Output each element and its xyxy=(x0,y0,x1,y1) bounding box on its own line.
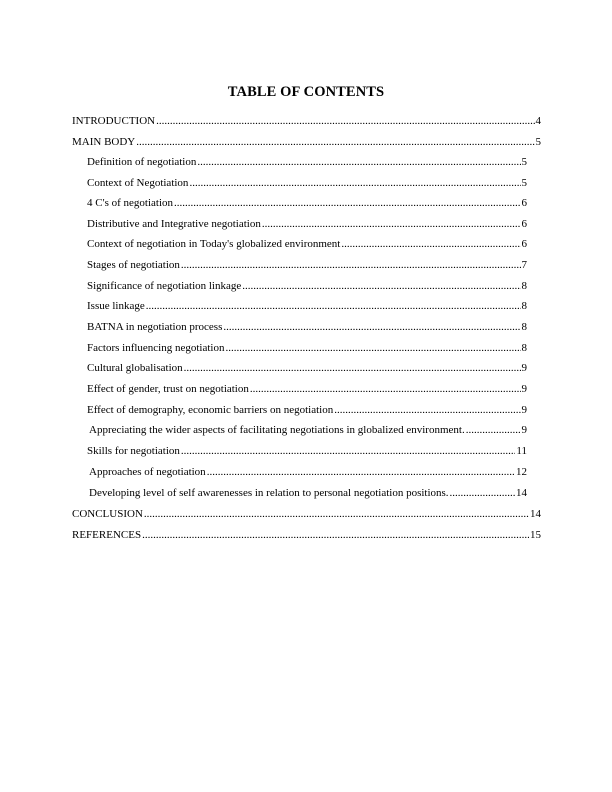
toc-entry-label: Factors influencing negotiation xyxy=(87,342,225,354)
toc-page-number: 8 xyxy=(521,342,527,354)
toc-entry-self-awareness[interactable] xyxy=(89,485,527,501)
toc-dot-leader xyxy=(262,216,521,232)
toc-entry-skills-for-negotiation[interactable] xyxy=(87,443,527,459)
toc-dot-leader xyxy=(225,340,520,356)
toc-page-number: 8 xyxy=(521,321,527,333)
toc-entry-label: Appreciating the wider aspects of facilitating negotiations in globalized environment. xyxy=(89,424,465,436)
page-title: TABLE OF CONTENTS xyxy=(227,84,385,100)
toc-page-number: 11 xyxy=(516,445,527,457)
toc-entry-label: Context of Negotiation xyxy=(87,177,189,189)
toc-page-number: 14 xyxy=(516,487,527,499)
toc-entry-label: Significance of negotiation linkage xyxy=(87,280,242,292)
toc-dot-leader xyxy=(242,278,520,294)
toc-page-number: 12 xyxy=(516,466,527,478)
toc-dot-leader xyxy=(184,360,521,376)
toc-entry-label: REFERENCES xyxy=(72,529,142,541)
toc-entry-label: Skills for negotiation xyxy=(87,445,180,457)
toc-dot-leader xyxy=(207,464,515,480)
toc-entry-label: Effect of demography, economic barriers on negotiation xyxy=(87,404,334,416)
toc-page-number: 8 xyxy=(521,280,527,292)
toc-dot-leader xyxy=(450,485,515,501)
toc-page-number: 14 xyxy=(530,508,541,520)
toc-entry-label: CONCLUSION xyxy=(72,508,143,520)
toc-page-number: 8 xyxy=(521,300,527,312)
toc-entry-label: Context of negotiation in Today's globalized environment xyxy=(87,238,341,250)
toc-entry-demography-economic[interactable] xyxy=(87,402,527,418)
toc-entry-label: Approaches of negotiation xyxy=(89,466,206,478)
toc-dot-leader xyxy=(144,506,529,522)
toc-entry-cultural-globalisation[interactable] xyxy=(87,360,527,376)
toc-entry-label: Effect of gender, trust on negotiation xyxy=(87,383,249,395)
toc-page-number: 5 xyxy=(535,136,541,148)
toc-entry-introduction[interactable] xyxy=(72,113,541,129)
toc-entry-batna[interactable] xyxy=(87,319,527,335)
toc-dot-leader xyxy=(250,381,521,397)
toc-entry-label: Definition of negotiation xyxy=(87,156,197,168)
toc-dot-leader xyxy=(197,154,520,170)
toc-entry-conclusion[interactable] xyxy=(72,506,541,522)
toc-entry-negotiation-linkage[interactable] xyxy=(87,278,527,294)
toc-page-number: 9 xyxy=(521,383,527,395)
toc-entry-label: Distributive and Integrative negotiation xyxy=(87,218,261,230)
toc-page-number: 6 xyxy=(521,238,527,250)
toc-page-number: 6 xyxy=(521,218,527,230)
toc-page-number: 15 xyxy=(530,529,541,541)
toc-entry-label: Stages of negotiation xyxy=(87,259,180,271)
toc-entry-main-body[interactable] xyxy=(72,134,541,150)
toc-entry-approaches-of-negotiation[interactable] xyxy=(89,464,527,480)
toc-page-number: 9 xyxy=(521,424,527,436)
toc-dot-leader xyxy=(466,422,521,438)
toc-dot-leader xyxy=(136,134,534,150)
toc-entry-factors-influencing[interactable] xyxy=(87,340,527,356)
toc-entry-label: Cultural globalisation xyxy=(87,362,183,374)
toc-page-number: 5 xyxy=(521,156,527,168)
toc-entry-label: Developing level of self awarenesses in relation to personal negotiation positions. xyxy=(89,487,449,499)
toc-page-number: 5 xyxy=(521,177,527,189)
toc-dot-leader xyxy=(341,236,520,252)
toc-entry-label: MAIN BODY xyxy=(72,136,136,148)
toc-page-number: 6 xyxy=(521,197,527,209)
toc-entry-label: Issue linkage xyxy=(87,300,145,312)
toc-entry-label: BATNA in negotiation process xyxy=(87,321,223,333)
toc-entry-distributive-integrative[interactable] xyxy=(87,216,527,232)
toc-entry-label: 4 C's of negotiation xyxy=(87,197,174,209)
toc-entry-stages-of-negotiation[interactable] xyxy=(87,257,527,273)
toc-dot-leader xyxy=(189,175,520,191)
toc-page-number: 7 xyxy=(521,259,527,271)
toc-dot-leader xyxy=(146,298,521,314)
toc-entry-context-of-negotiation[interactable] xyxy=(87,175,527,191)
toc-entry-issue-linkage[interactable] xyxy=(87,298,527,314)
toc-dot-leader xyxy=(334,402,520,418)
toc-entry-definition-of-negotiation[interactable] xyxy=(87,154,527,170)
toc-dot-leader xyxy=(181,257,521,273)
toc-entry-gender-trust[interactable] xyxy=(87,381,527,397)
toc-dot-leader xyxy=(181,443,516,459)
toc-dot-leader xyxy=(156,113,534,129)
toc-entry-globalized-environment[interactable] xyxy=(87,236,527,252)
toc-page-number: 9 xyxy=(521,404,527,416)
toc-page-number: 4 xyxy=(535,115,541,127)
toc-dot-leader xyxy=(142,527,529,543)
toc-entry-references[interactable] xyxy=(72,527,541,543)
toc-dot-leader xyxy=(174,195,520,211)
toc-dot-leader xyxy=(223,319,520,335)
toc-entry-label: INTRODUCTION xyxy=(72,115,156,127)
toc-entry-4cs-of-negotiation[interactable] xyxy=(87,195,527,211)
toc-page-number: 9 xyxy=(521,362,527,374)
toc-entry-wider-aspects[interactable] xyxy=(89,422,527,438)
